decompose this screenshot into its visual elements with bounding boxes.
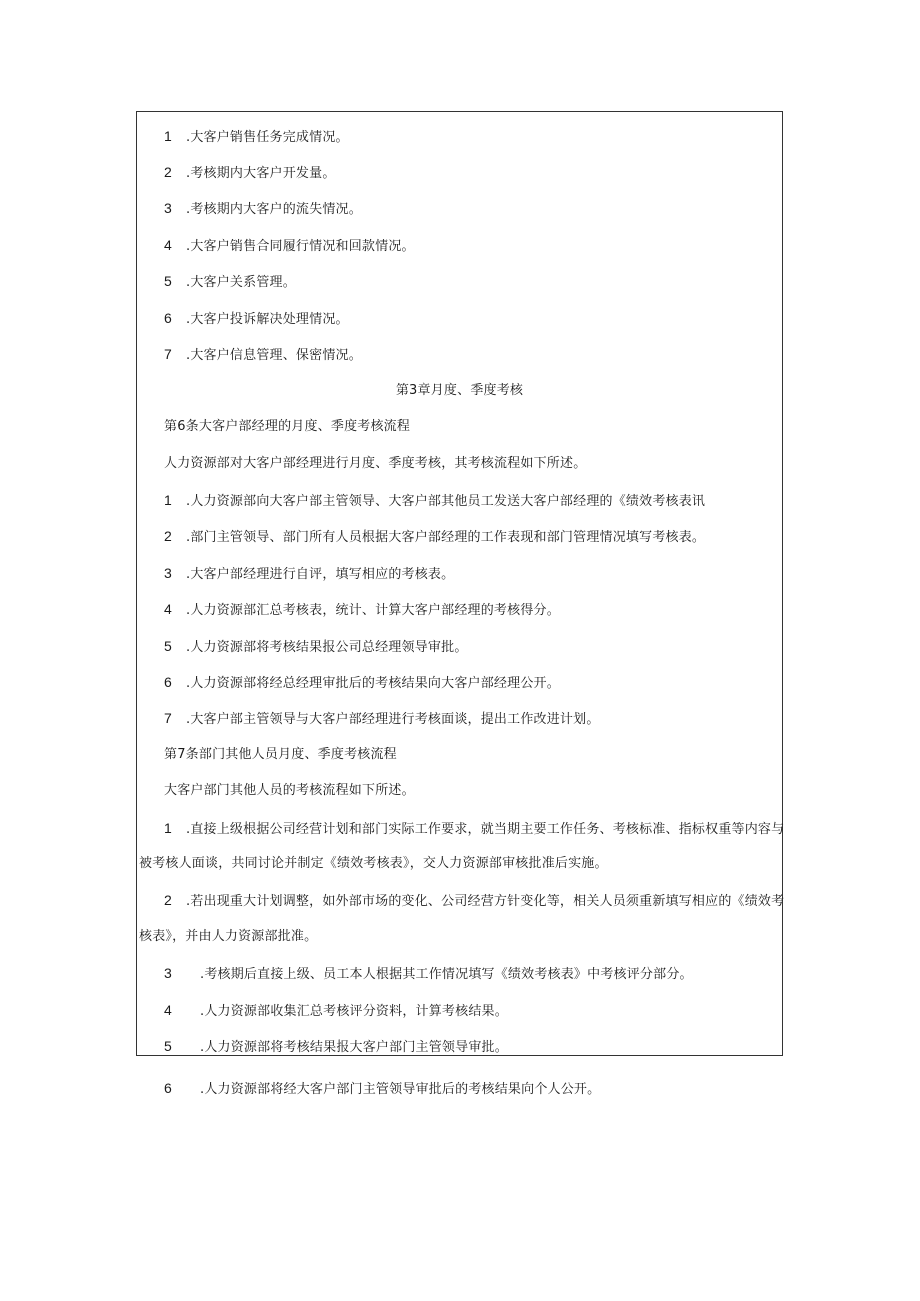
item-number: 1 [164, 128, 172, 144]
item-text: .大客户信息管理、保密情况。 [186, 348, 362, 363]
item-number: 3 [164, 565, 172, 581]
item-text: .考核期内大客户的流失情况。 [186, 202, 362, 217]
list-item [164, 674, 560, 692]
item-number: 2 [164, 528, 172, 544]
item-text: .人力资源部将经总经理审批后的考核结果向大客户部经理公开。 [186, 676, 560, 691]
list-item [164, 710, 600, 728]
list-item [164, 273, 296, 291]
item-text: .人力资源部将考核结果报公司总经理领导审批。 [186, 640, 468, 655]
item-number: 6 [164, 674, 172, 690]
item-number: 4 [164, 237, 172, 253]
item-number: 1 [164, 492, 172, 508]
list-item-continuation: 被考核人面谈，共同讨论并制定《绩效考核表》，交人力资源部审核批准后实施。 [139, 856, 608, 871]
item-text: .人力资源部收集汇总考核评分资料，计算考核结果。 [200, 1004, 508, 1019]
list-item [164, 492, 705, 510]
item-text: .考核期内大客户开发量。 [186, 166, 336, 181]
list-item [164, 601, 560, 619]
list-item [164, 1002, 508, 1020]
item-text: .大客户关系管理。 [186, 275, 296, 290]
list-item [164, 237, 415, 255]
list-item [164, 965, 693, 983]
list-item [164, 565, 454, 583]
item-number: 6 [164, 1080, 172, 1096]
list-item [164, 128, 349, 146]
list-item [164, 346, 362, 364]
article-intro: 人力资源部对大客户部经理进行月度、季度考核，其考核流程如下所述。 [164, 456, 587, 471]
item-text: .大客户部经理进行自评，填写相应的考核表。 [186, 567, 455, 582]
item-text: .大客户部主管领导与大客户部经理进行考核面谈，提出工作改进计划。 [186, 712, 600, 727]
item-text: .人力资源部将考核结果报大客户部门主管领导审批。 [200, 1040, 508, 1055]
item-text: .人力资源部将经大客户部门主管领导审批后的考核结果向个人公开。 [200, 1082, 601, 1097]
item-text: .大客户销售合同履行情况和回款情况。 [186, 239, 415, 254]
item-text: .大客户销售任务完成情况。 [186, 130, 349, 145]
item-text: .考核期后直接上级、员工本人根据其工作情况填写《绩效考核表》中考核评分部分。 [200, 967, 693, 982]
item-text: .部门主管领导、部门所有人员根据大客户部经理的工作表现和部门管理情况填写考核表。 [186, 530, 706, 545]
item-number: 6 [164, 310, 172, 326]
list-item [164, 1080, 600, 1098]
article-heading: 第6条大客户部经理的月度、季度考核流程 [164, 419, 411, 434]
item-number: 5 [164, 638, 172, 654]
list-item [164, 310, 349, 328]
item-text: .大客户投诉解决处理情况。 [186, 312, 349, 327]
item-number: 5 [164, 1038, 172, 1054]
article-heading: 第7条部门其他人员月度、季度考核流程 [164, 747, 397, 762]
list-item [164, 200, 362, 218]
list-item [164, 820, 784, 838]
list-item [164, 164, 336, 182]
item-text: .人力资源部向大客户部主管领导、大客户部其他员工发送大客户部经理的《绩效考核表讯 [186, 494, 706, 509]
item-text: .直接上级根据公司经营计划和部门实际工作要求，就当期主要工作任务、考核标准、指标权重等内容与 [186, 822, 785, 837]
list-item [164, 1038, 508, 1056]
item-text: .人力资源部汇总考核表，统计、计算大客户部经理的考核得分。 [186, 603, 560, 618]
list-item [164, 892, 784, 910]
list-item [164, 528, 705, 546]
article-intro: 大客户部门其他人员的考核流程如下所述。 [164, 783, 415, 798]
item-number: 5 [164, 273, 172, 289]
chapter-title: 第3章月度、季度考核 [395, 383, 524, 398]
item-number: 3 [164, 200, 172, 216]
item-number: 2 [164, 892, 172, 908]
item-number: 4 [164, 1002, 172, 1018]
item-number: 2 [164, 164, 172, 180]
list-item-continuation: 核表》，并由人力资源部批准。 [139, 929, 318, 944]
item-number: 7 [164, 710, 172, 726]
item-number: 4 [164, 601, 172, 617]
item-text: .若出现重大计划调整，如外部市场的变化、公司经营方针变化等，相关人员须重新填写相应的《绩效考 [186, 894, 785, 909]
item-number: 7 [164, 346, 172, 362]
item-number: 1 [164, 820, 172, 836]
item-number: 3 [164, 965, 172, 981]
list-item [164, 638, 468, 656]
